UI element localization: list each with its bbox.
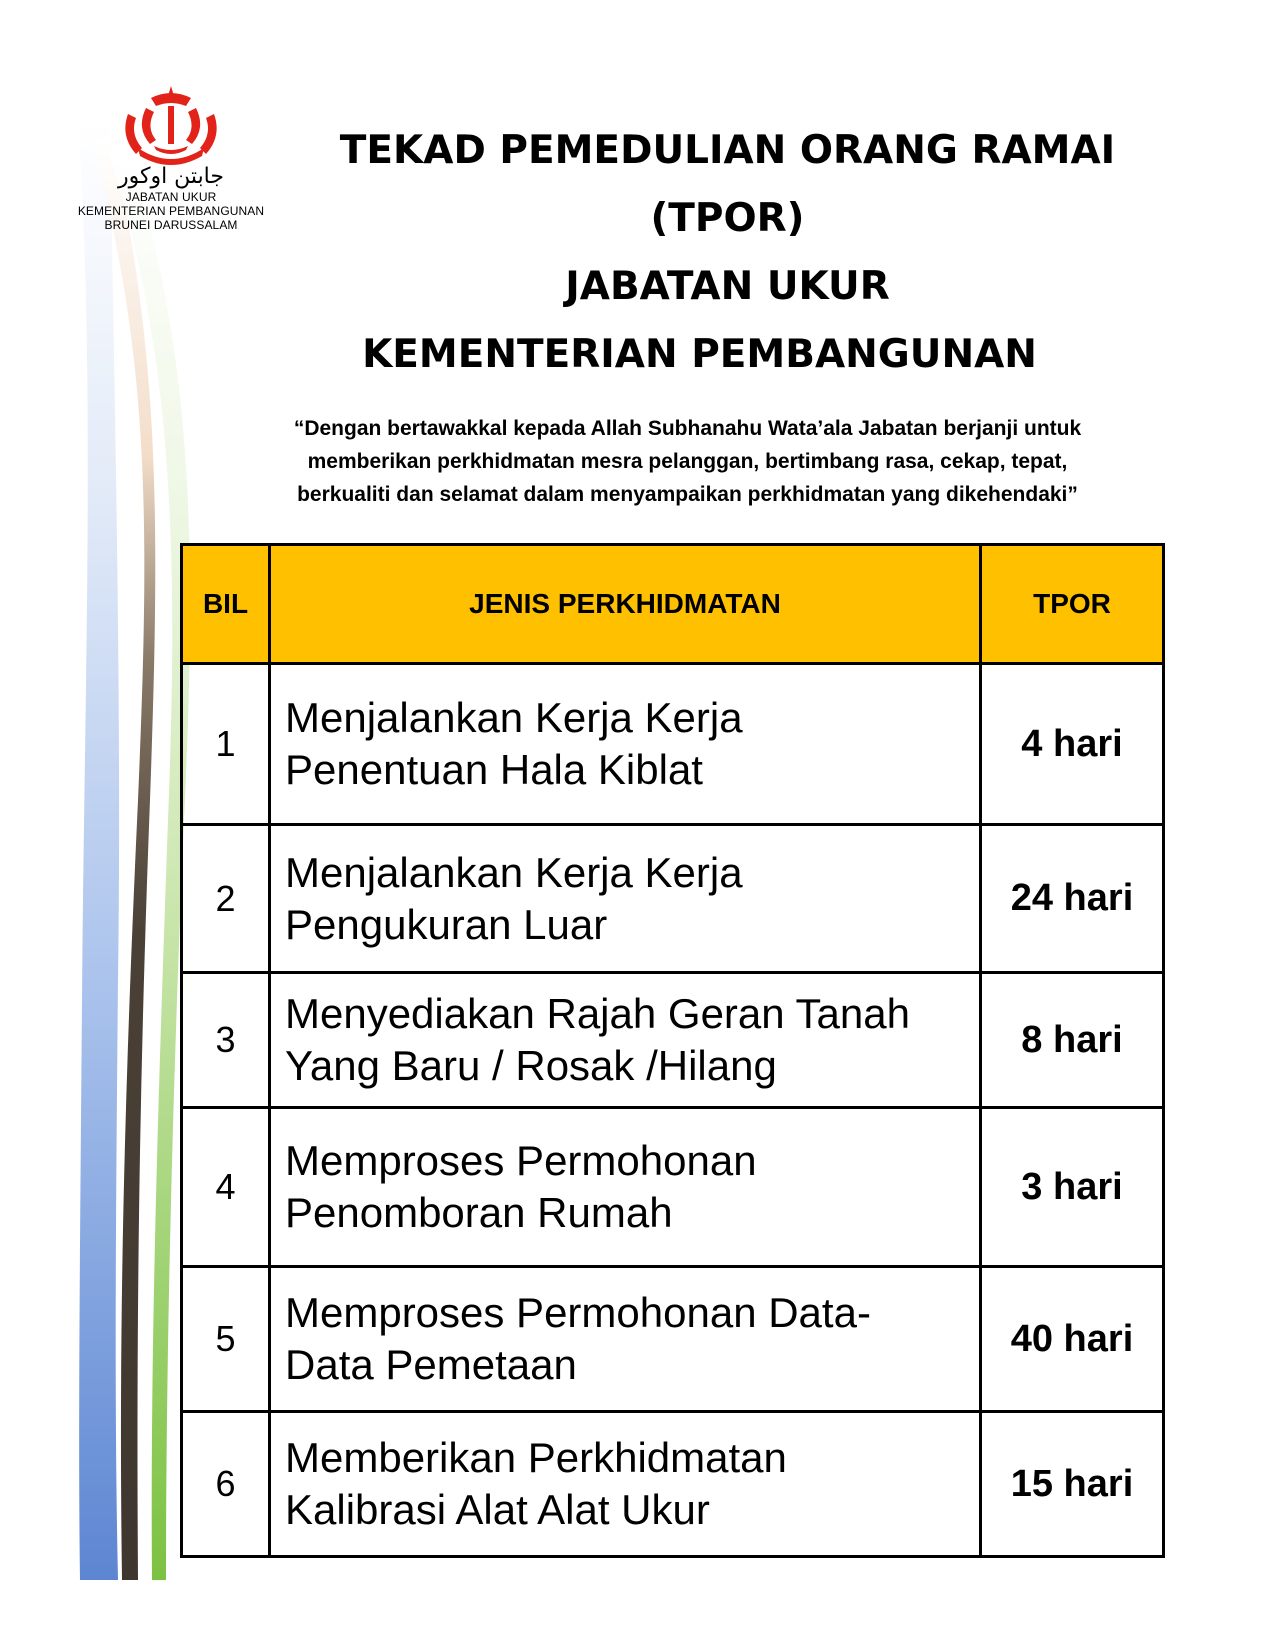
pledge-line-3: berkualiti dan selamat dalam menyampaikan perkhidmatan yang dikehendaki” [297, 483, 1078, 506]
logo-jawi-text: جابتن اوكور [117, 164, 224, 189]
service-line: Penomboran Rumah [285, 1189, 673, 1236]
service-name [270, 664, 981, 825]
logo-line-3: BRUNEI DARUSSALAM [104, 218, 238, 232]
row-number: 6 [182, 1412, 270, 1557]
header-service: JENIS PERKHIDMATAN [270, 545, 981, 664]
tpor-duration: 40 hari [981, 1267, 1164, 1412]
logo-line-2: KEMENTERIAN PEMBANGUNAN [77, 204, 265, 218]
pledge-line-1: “Dengan bertawakkal kepada Allah Subhanahu Wata’ala Jabatan berjanji untuk [293, 417, 1082, 440]
service-table [180, 543, 1165, 1558]
title-line-3: JABATAN UKUR [565, 264, 890, 309]
brunei-crest-icon [116, 84, 226, 168]
title-line-4: KEMENTERIAN PEMBANGUNAN [362, 332, 1037, 377]
tpor-duration: 24 hari [981, 825, 1164, 973]
service-line: Data Pemetaan [285, 1341, 577, 1388]
table-row [182, 1412, 1164, 1557]
tpor-duration: 8 hari [981, 973, 1164, 1108]
header-tpor: TPOR [981, 545, 1164, 664]
service-name [270, 1267, 981, 1412]
pledge-line-2: memberikan perkhidmatan mesra pelanggan, bertimbang rasa, cekap, tepat, [307, 450, 1068, 473]
title-line-2: (TPOR) [650, 196, 805, 241]
row-number: 1 [182, 664, 270, 825]
table-row [182, 973, 1164, 1108]
service-line: Menjalankan Kerja Kerja [285, 848, 743, 896]
service-line: Penentuan Hala Kiblat [285, 746, 703, 793]
service-line: Memproses Permohonan [285, 1137, 757, 1184]
row-number: 3 [182, 973, 270, 1108]
service-name [270, 825, 981, 973]
service-line: Kalibrasi Alat Alat Ukur [285, 1486, 710, 1533]
service-name [270, 1108, 981, 1267]
service-name [270, 1412, 981, 1557]
table-header-row [182, 545, 1164, 664]
table-row [182, 664, 1164, 825]
service-line: Pengukuran Luar [285, 900, 608, 948]
header-bil: BIL [182, 545, 270, 664]
tpor-duration: 3 hari [981, 1108, 1164, 1267]
department-logo [66, 84, 276, 232]
table-row [182, 825, 1164, 973]
service-line: Menyediakan Rajah Geran Tanah [285, 990, 910, 1037]
service-line: Memproses Permohonan Data- [285, 1289, 871, 1336]
tpor-duration: 4 hari [981, 664, 1164, 825]
tpor-duration: 15 hari [981, 1412, 1164, 1557]
table-row [182, 1108, 1164, 1267]
row-number: 4 [182, 1108, 270, 1267]
table-row [182, 1267, 1164, 1412]
service-line: Menjalankan Kerja Kerja [285, 694, 743, 741]
row-number: 2 [182, 825, 270, 973]
logo-line-1: JABATAN UKUR [125, 190, 217, 204]
row-number: 5 [182, 1267, 270, 1412]
service-name [270, 973, 981, 1108]
title-line-1: TEKAD PEMEDULIAN ORANG RAMAI [339, 128, 1116, 173]
service-line: Memberikan Perkhidmatan [285, 1434, 787, 1481]
service-line: Yang Baru / Rosak /Hilang [285, 1042, 777, 1089]
pledge-quote [210, 412, 1165, 511]
